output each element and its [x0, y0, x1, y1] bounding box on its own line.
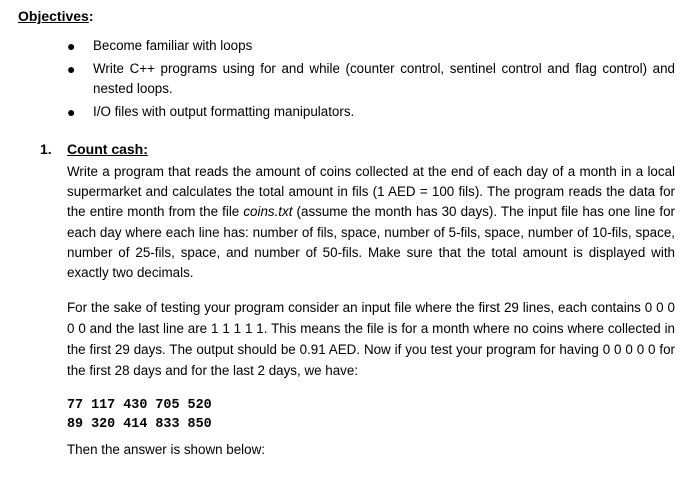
description-text-start: Write a program that reads the amount of coins collected at the end of each day of a month in a local supermarket and calculates the total amount in fils (1 AED = 100 fils). The program reads the data for the entire month from the file — [67, 164, 675, 220]
objective-item — [0, 102, 675, 122]
sample-input-line: 89 320 414 833 850 — [67, 417, 212, 432]
answer-intro: Then the answer is shown below: — [67, 442, 265, 457]
objective-item — [0, 59, 675, 99]
objective-text: Write C++ programs using for and while (counter control, sentinel control and flag control) and nested loops. — [93, 61, 675, 96]
objective-text: I/O files with output formatting manipulators. — [93, 104, 355, 119]
problem-description — [67, 162, 675, 283]
objectives-heading-colon: : — [88, 8, 94, 24]
sample-input-line: 77 117 430 705 520 — [67, 398, 212, 413]
section-heading — [40, 141, 148, 157]
objectives-heading-text: Objectives — [18, 8, 89, 24]
input-file-name: coins.txt — [243, 204, 293, 220]
section-number: 1. — [40, 141, 52, 157]
testing-instructions: For the sake of testing your program consider an input file where the first 29 lines, each contains 0 0 0 0 0 and the last line are 1 1 1 1 1. This means the file is for a month where no coins where collected in the first 29 days. The output should be 0.91 AED. Now if you test your program for having 0 0 0 0 0 for the first 28 days and for the last 2 days, we have: — [67, 300, 675, 378]
objective-text: Become familiar with loops — [93, 38, 253, 53]
objectives-heading — [18, 8, 94, 24]
sample-input-block — [67, 396, 212, 434]
bullet-icon: ● — [67, 38, 76, 54]
section-title: Count cash: — [67, 141, 148, 157]
objectives-list — [0, 36, 700, 125]
objective-item — [0, 36, 675, 56]
description-text-end: (assume the month has 30 days). The input file has one line for each day where each line has: number of fils, space, number of 5-fils, space, number of 10-fils, space, number of 25-fils, space, and number of 50-fils. Make sure that the total amount is displayed with exactly two decimals. — [67, 204, 675, 281]
bullet-icon: ● — [67, 104, 76, 120]
bullet-icon: ● — [67, 61, 76, 77]
